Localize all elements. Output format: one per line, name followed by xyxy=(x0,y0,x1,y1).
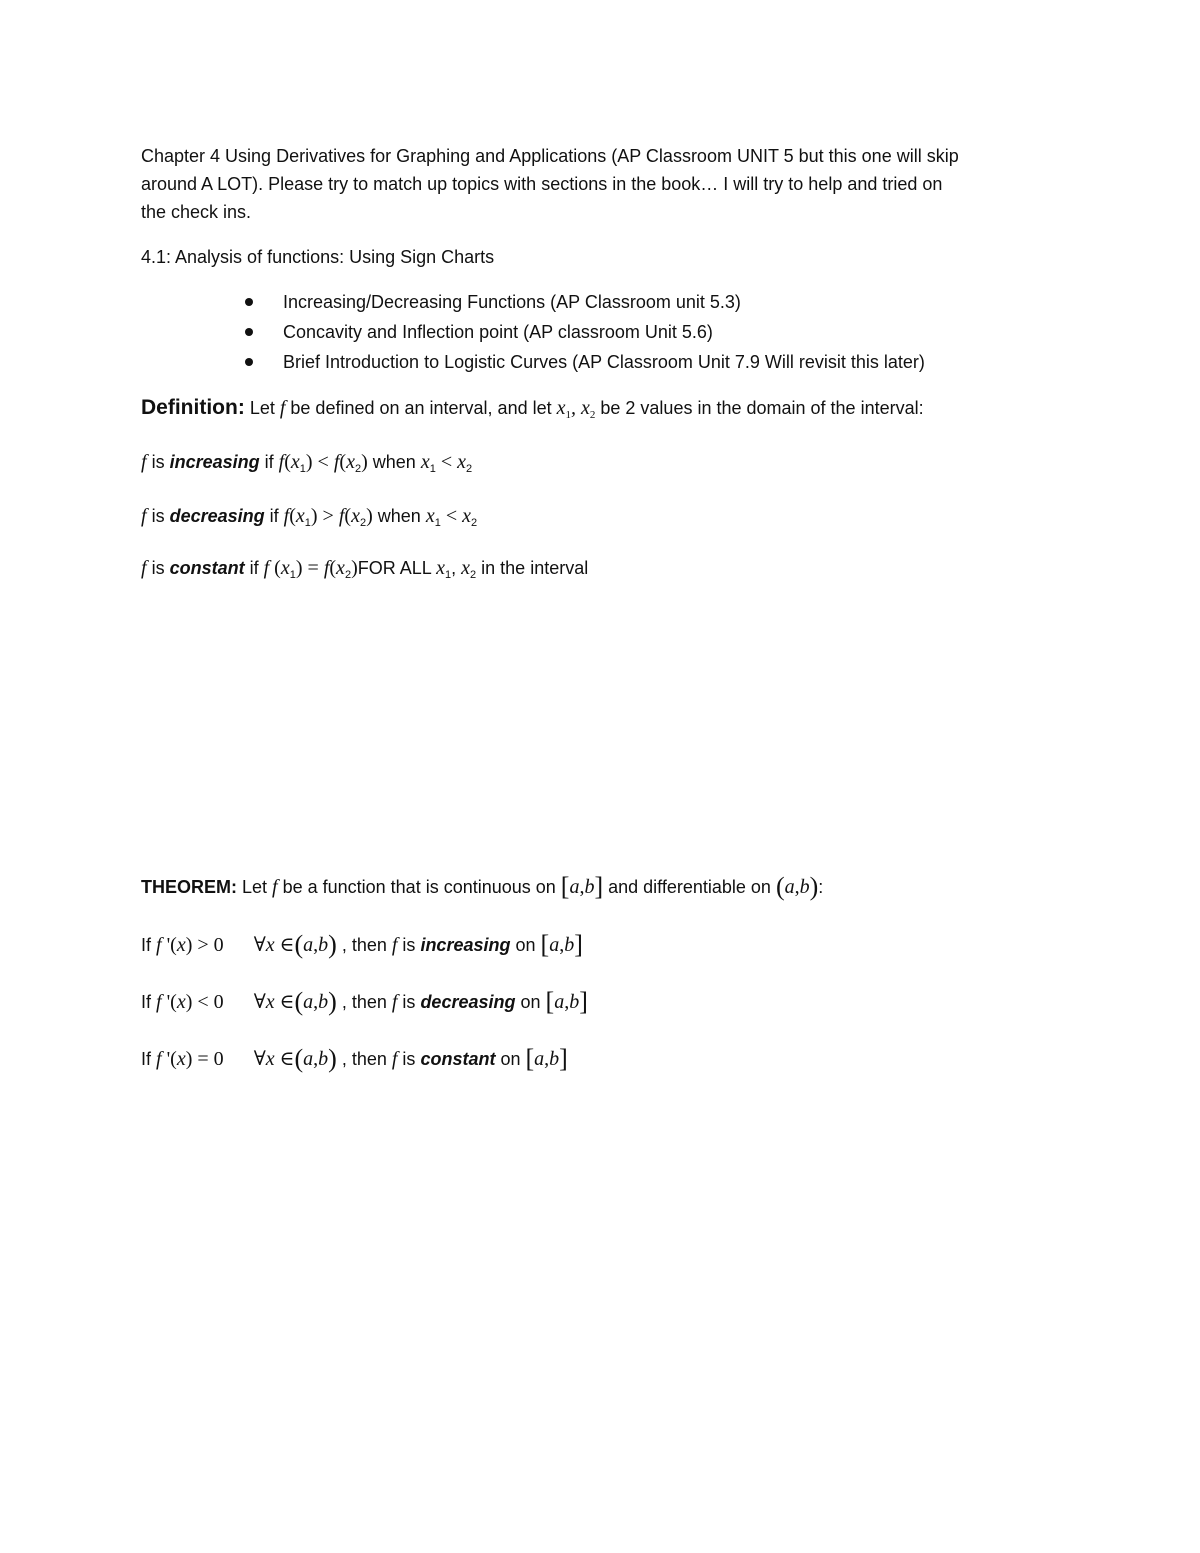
f-symbol: f xyxy=(272,876,278,898)
theorem-row-decreasing: If f '(x) < 0 ∀x ∈(a,b) , then f is decreasing on [a,b] xyxy=(141,987,588,1016)
list-item-text: Brief Introduction to Logistic Curves (AP Classroom Unit 7.9 Will revisit this later) xyxy=(283,352,925,372)
definition-text-c: be 2 values in the domain of the interval: xyxy=(595,398,924,418)
f-symbol: f xyxy=(141,505,147,527)
increasing-term: increasing xyxy=(169,452,260,472)
increasing-inequality: f xyxy=(278,451,285,473)
closed-interval-ab: [a,b] xyxy=(560,872,604,901)
definition-constant: f is constant if f $(x_1) = f(x_2)FOR$ ALL $x_1$, $x_2$ in the interval xyxy=(141,557,589,581)
intro-line-2: around A LOT). Please try to match up topics with sections in the book… I will try to help and tried on xyxy=(141,174,943,194)
f-symbol: f xyxy=(279,397,286,419)
list-item-text: Increasing/Decreasing Functions (AP Classroom unit 5.3) xyxy=(283,292,741,312)
definition-text-a: Let xyxy=(244,398,280,418)
list-item-text: Concavity and Inflection point (AP classroom Unit 5.6) xyxy=(283,322,713,342)
f-symbol: f xyxy=(141,451,147,473)
derivative-condition: f xyxy=(156,934,162,956)
derivative-condition: f xyxy=(156,1048,162,1070)
bullet-icon xyxy=(245,298,253,306)
f-symbol: f xyxy=(141,557,147,579)
theorem-row-increasing: If f '(x) > 0 ∀x ∈(a,b) , then f is increasing on [a,b] xyxy=(141,930,583,959)
decreasing-term: decreasing xyxy=(169,506,265,526)
x1-x2-vars: $x_1$, $x_2$ xyxy=(556,397,596,421)
theorem-line: THEOREM: Let f be a function that is continuous on [a,b] and differentiable on (a,b): xyxy=(141,872,824,901)
constant-term: constant xyxy=(169,558,245,578)
bullet-icon xyxy=(245,358,253,366)
decreasing-inequality: f xyxy=(283,505,290,527)
intro-line-1: Chapter 4 Using Derivatives for Graphing and Applications (AP Classroom UNIT 5 but this one will skip xyxy=(141,146,959,166)
intro-line-3: the check ins. xyxy=(141,202,252,222)
bullet-icon xyxy=(245,328,253,336)
definition-decreasing: f is decreasing if $f(x_1) > f(x_2)$ when $x_1 < x_2$ xyxy=(141,505,478,529)
definition-label: Definition: xyxy=(141,396,245,419)
open-interval-ab: (a,b) xyxy=(775,872,819,901)
theorem-row-constant: If f '(x) = 0 ∀x ∈(a,b) , then f is constant on [a,b] xyxy=(141,1044,568,1073)
section-heading: 4.1: Analysis of functions: Using Sign Charts xyxy=(141,247,495,267)
theorem-label: THEOREM: xyxy=(141,877,237,897)
constant-equality: f xyxy=(263,557,270,579)
definition-increasing: f is increasing if $f(x_1) < f(x_2)$ when $x_1 < x_2$ xyxy=(141,451,473,475)
derivative-condition: f xyxy=(156,991,162,1013)
definition-text-b: be defined on an interval, and let xyxy=(285,398,557,418)
definition-line xyxy=(141,394,924,422)
